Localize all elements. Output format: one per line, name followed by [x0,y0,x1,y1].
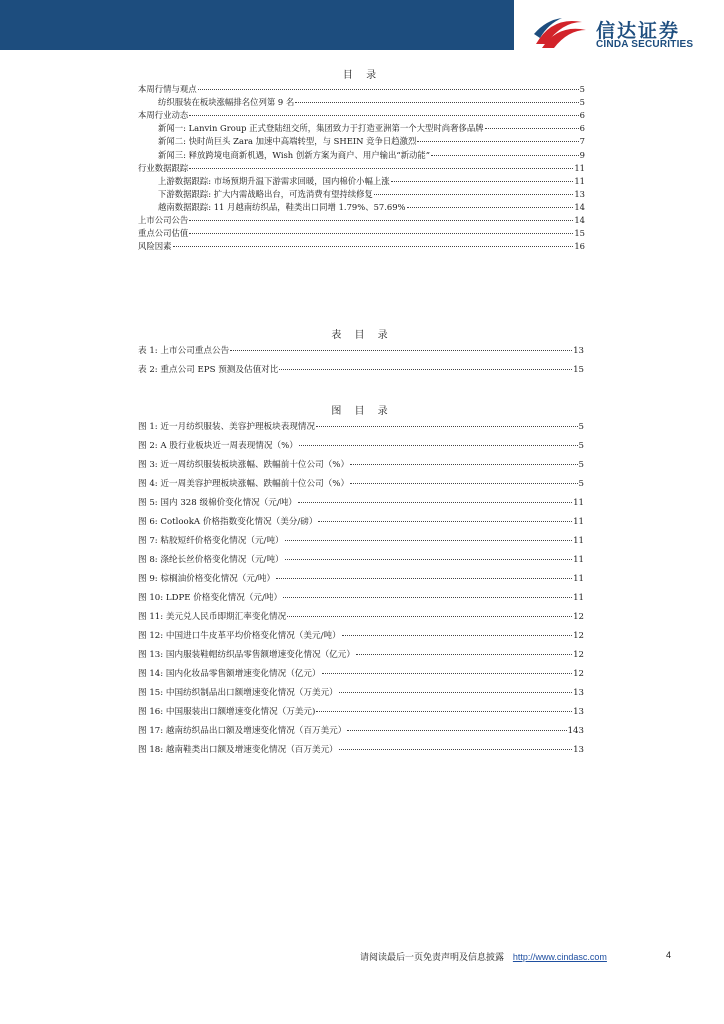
entry-label: 图 12: 中国进口牛皮革平均价格变化情况（美元/吨） [138,631,341,641]
entry-label: 图 14: 国内化妆品零售额增速变化情况（亿元） [138,669,321,679]
figures-index-entry[interactable] [138,532,584,551]
entry-label: 重点公司估值 [138,228,189,239]
cinda-logo-mark-icon [532,14,588,50]
leader-dots [276,577,572,579]
entry-page-number: 15 [574,228,585,239]
leader-dots [374,193,573,195]
entry-page-number: 13 [573,707,584,717]
entry-label: 下游数据跟踪: 扩大内需战略出台，可选消费有望持续修复 [158,188,373,199]
leader-dots [350,482,577,484]
tables-index-entry[interactable] [138,364,584,377]
leader-dots [295,101,578,103]
entry-label: 越南数据跟踪: 11 月越南纺织品，鞋类出口同增 1.79%、57.69% [158,201,406,212]
figures-index-entry[interactable] [138,627,584,646]
figures-index-entry[interactable] [138,608,584,627]
entry-label: 表 1: 上市公司重点公告 [138,346,230,356]
toc-entry[interactable] [158,122,585,135]
entry-label: 纺织服装在板块涨幅排名位列第 9 名 [158,97,295,108]
entry-page-number: 11 [573,555,584,565]
leader-dots [339,691,572,693]
toc-entry[interactable] [158,149,585,162]
figures-index-entry[interactable] [138,494,584,513]
leader-dots [189,167,573,169]
entry-label: 本周行业动态 [138,110,189,121]
footer-url-link[interactable]: http://www.cindasc.com [512,952,607,962]
entry-label: 新闻二: 快时尚巨头 Zara 加速中高端转型，与 SHEIN 竞争日趋激烈 [158,136,417,147]
entry-page-number: 5 [578,441,584,451]
leader-dots [322,672,572,674]
entry-page-number: 13 [573,688,584,698]
leader-dots [407,206,574,208]
entry-label: 上游数据跟踪: 市场预期升温下游需求回暖，国内棉价小幅上涨 [158,175,390,186]
brand-name-cn: 信达证券 [596,20,681,42]
entry-page-number: 14 [574,201,585,212]
toc-entry[interactable] [138,83,585,96]
entry-label: 行业数据跟踪 [138,162,189,173]
toc-entry[interactable] [158,188,585,201]
toc-entry[interactable] [138,227,585,240]
entry-page-number: 11 [573,536,584,546]
leader-dots [285,539,572,541]
entry-page-number: 5 [578,460,584,470]
brand-name-en: CINDA SECURITIES [596,39,694,50]
entry-label: 图 8: 涤纶长丝价格变化情况（元/吨） [138,555,284,565]
figures-index-title: 图 目 录 [331,406,393,417]
entry-label: 图 11: 美元兑人民币即期汇率变化情况 [138,612,287,622]
leader-dots [347,729,566,731]
entry-label: 图 1: 近一月纺织服装、美容护理板块表现情况 [138,422,316,432]
leader-dots [485,127,579,129]
leader-dots [299,444,578,446]
leader-dots [279,368,572,370]
entry-label: 图 16: 中国服装出口额增速变化情况（万美元) [138,707,316,717]
figures-index-entry[interactable] [138,722,584,741]
entry-page-number: 14 [574,215,585,225]
entry-page-number: 11 [574,162,585,173]
figures-index-entry[interactable] [138,741,584,760]
toc-entry[interactable] [138,162,585,175]
leader-dots [189,232,573,234]
entry-page-number: 11 [573,498,584,508]
footer-disclaimer: 请阅读最后一页免责声明及信息披露 [360,953,505,963]
toc-entry[interactable] [158,135,585,148]
header-bar [0,0,514,50]
entry-label: 图 18: 越南鞋类出口额及增速变化情况（百万美元） [138,745,338,755]
entry-page-number: 5 [578,479,584,489]
figures-index-entry[interactable] [138,551,584,570]
leader-dots [339,748,572,750]
figures-index-entry[interactable] [138,456,584,475]
toc-entry[interactable] [158,175,585,188]
figures-index-entry[interactable] [138,665,584,684]
entry-page-number: 5 [579,97,585,108]
entry-page-number: 11 [574,175,585,186]
leader-dots [318,520,572,522]
entry-label: 图 7: 粘胶短纤价格变化情况（元/吨） [138,536,284,546]
leader-dots [431,154,579,156]
entry-page-number: 12 [573,612,584,622]
entry-page-number: 15 [573,365,584,375]
figures-index-entry[interactable] [138,418,584,437]
entry-label: 风险因素 [138,241,172,252]
toc-entry[interactable] [158,201,585,214]
leader-dots [189,114,578,116]
toc-entry[interactable] [138,240,585,253]
cinda-logo [532,14,712,50]
entry-page-number: 11 [573,574,584,584]
leader-dots [356,653,572,655]
entry-page-number: 13 [574,188,585,199]
leader-dots [230,349,572,351]
entry-label: 图 15: 中国纺织制品出口额增速变化情况（万美元） [138,688,338,698]
leader-dots [316,425,577,427]
entry-page-number: 11 [573,593,584,603]
leader-dots [189,219,573,221]
entry-label: 图 5: 国内 328 级棉价变化情况（元/吨） [138,498,297,508]
entry-page-number: 11 [573,517,584,527]
entry-page-number: 12 [573,650,584,660]
entry-page-number: 12 [573,669,584,679]
entry-label: 图 3: 近一周纺织服装板块涨幅、跌幅前十位公司（%） [138,460,350,470]
figures-index-entry[interactable] [138,437,584,456]
leader-dots [350,463,577,465]
footer [360,950,607,963]
entry-page-number: 7 [579,136,585,147]
leader-dots [198,88,579,90]
leader-dots [283,596,572,598]
entry-label: 表 2: 重点公司 EPS 预测及估值对比 [138,365,279,375]
entry-page-number: 6 [579,123,585,134]
leader-dots [173,245,574,247]
toc-entry[interactable] [138,109,585,122]
entry-label: 本周行情与观点 [138,84,197,94]
leader-dots [287,615,572,617]
entry-label: 新闻一: Lanvin Group 正式登陆纽交所，集团致力于打造亚洲第一个大型时尚奢侈品牌 [158,123,484,134]
entry-page-number: 5 [579,84,585,94]
figures-index-entry[interactable] [138,570,584,589]
entry-label: 图 4: 近一周美容护理板块涨幅、跌幅前十位公司（%） [138,479,350,489]
entry-label: 图 17: 越南纺织品出口额及增速变化情况（百万美元） [138,726,347,736]
entry-page-number: 12 [573,631,584,641]
entry-label: 图 9: 棕榈油价格变化情况（元/吨） [138,574,276,584]
entry-label: 新闻三: 释放跨境电商新机遇，Wish 创新方案为商户、用户输出“新动能” [158,149,431,160]
entry-page-number: 6 [579,110,585,121]
page-number: 4 [666,950,672,960]
entry-page-number: 13 [573,745,584,755]
leader-dots [342,634,572,636]
entry-page-number: 5 [578,422,584,432]
figures-index-entry[interactable] [138,589,584,608]
figures-index-entry[interactable] [138,684,584,703]
entry-page-number: 9 [579,149,585,160]
leader-dots [417,140,578,142]
figures-index-entry[interactable] [138,513,584,532]
figures-index-entry[interactable] [138,475,584,494]
leader-dots [316,710,572,712]
toc-entry[interactable] [158,96,585,109]
entry-label: 图 13: 国内服装鞋帽纺织品零售额增速变化情况（亿元） [138,650,355,660]
entry-label: 图 6: CotlookA 价格指数变化情况（美分/磅） [138,517,318,527]
entry-label: 图 10: LDPE 价格变化情况（元/吨） [138,593,283,603]
leader-dots [391,180,574,182]
leader-dots [285,558,572,560]
entry-page-number: 13 [573,346,584,356]
entry-label: 上市公司公告 [138,215,189,225]
entry-page-number: 16 [574,241,585,252]
figures-index-entry[interactable] [138,646,584,665]
toc-title: 目 录 [342,70,382,81]
entry-page-number: 143 [567,726,584,736]
tables-index-entry[interactable] [138,345,584,358]
toc-entry[interactable] [138,214,585,227]
leader-dots [298,501,572,503]
figures-index-entry[interactable] [138,703,584,722]
tables-index-title: 表 目 录 [331,330,393,341]
entry-label: 图 2: A 股行业板块近一周表现情况（%） [138,441,298,451]
